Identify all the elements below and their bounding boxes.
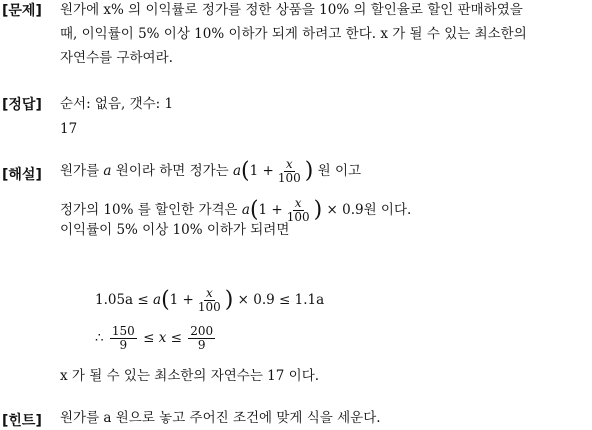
fraction-x-100-2: $\frac{x}{100}$ [286, 196, 310, 224]
solution-line-3: 이익률이 5% 이상 10% 이하가 되려면 [60, 222, 290, 238]
var-a-3: a [241, 202, 250, 218]
one-plus-2: 1 + [258, 202, 283, 218]
inequality-line: 1.05a ≤ a(1 + $\frac{x}{100}$ ) × 0.9 ≤ 1.1a [95, 286, 325, 314]
fraction-150-9: $\frac{150}{9}$ [111, 324, 135, 352]
one-plus-3: 1 + [169, 292, 194, 308]
one-plus: 1 + [249, 163, 274, 179]
conclusion-line: x 가 될 수 있는 최소한의 자연수는 17 이다. [60, 368, 320, 384]
therefore-symbol: ∴ [95, 330, 108, 346]
problem-tag: [문제] [2, 3, 42, 19]
answer-line-1: 순서: 없음, 갯수: 1 [60, 96, 174, 112]
solution-line-1-pre: 원가를 [60, 163, 104, 179]
solution-line-2-post: × 0.9원 이다. [322, 202, 412, 218]
le-x-le: ≤ x ≤ [138, 330, 187, 346]
fraction-x-100-3: $\frac{x}{100}$ [197, 286, 221, 314]
answer-line-2: 17 [60, 121, 78, 137]
fraction-x-100: $\frac{x}{100}$ [277, 157, 301, 185]
hint-line: 원가를 a 원으로 놓고 주어진 조건에 맞게 식을 세운다. [60, 410, 381, 426]
fraction-200-9: $\frac{200}{9}$ [190, 324, 214, 352]
problem-line-3: 자연수를 구하여라. [60, 50, 173, 66]
ineq-left: 1.05a ≤ [95, 292, 154, 308]
solution-tag: [해설] [2, 167, 42, 183]
var-a: a [103, 163, 112, 179]
answer-tag: [정답] [2, 97, 42, 113]
var-a-4: a [153, 292, 162, 308]
ineq-right: × 0.9 ≤ 1.1a [233, 292, 325, 308]
solution-line-2-pre: 정가의 10% 를 할인한 가격은 [60, 202, 242, 218]
solution-line-2: 정가의 10% 를 할인한 가격은 a(1 + $\frac{x}{100}$ ) × 0.9원 이다. [60, 196, 412, 224]
problem-line-1: 원가에 x% 의 이익률로 정가를 정한 상품을 10% 의 할인율로 할인 판매하였을 [60, 2, 523, 18]
therefore-line [95, 325, 217, 352]
solution-line-1-mid: 원이라 하면 정가는 [111, 163, 233, 179]
solution-line-1-post: 원 이고 [313, 163, 362, 179]
var-a-2: a [232, 163, 242, 179]
hint-tag: [힌트] [2, 413, 42, 429]
solution-line-1: 원가를 a 원이라 하면 정가는 a(1 + $\frac{x}{100}$ ) 원 이고 [60, 157, 362, 185]
problem-line-2: 때, 이익률이 5% 이상 10% 이하가 되게 하려고 한다. x 가 될 수 있는 최소한의 [60, 26, 527, 42]
